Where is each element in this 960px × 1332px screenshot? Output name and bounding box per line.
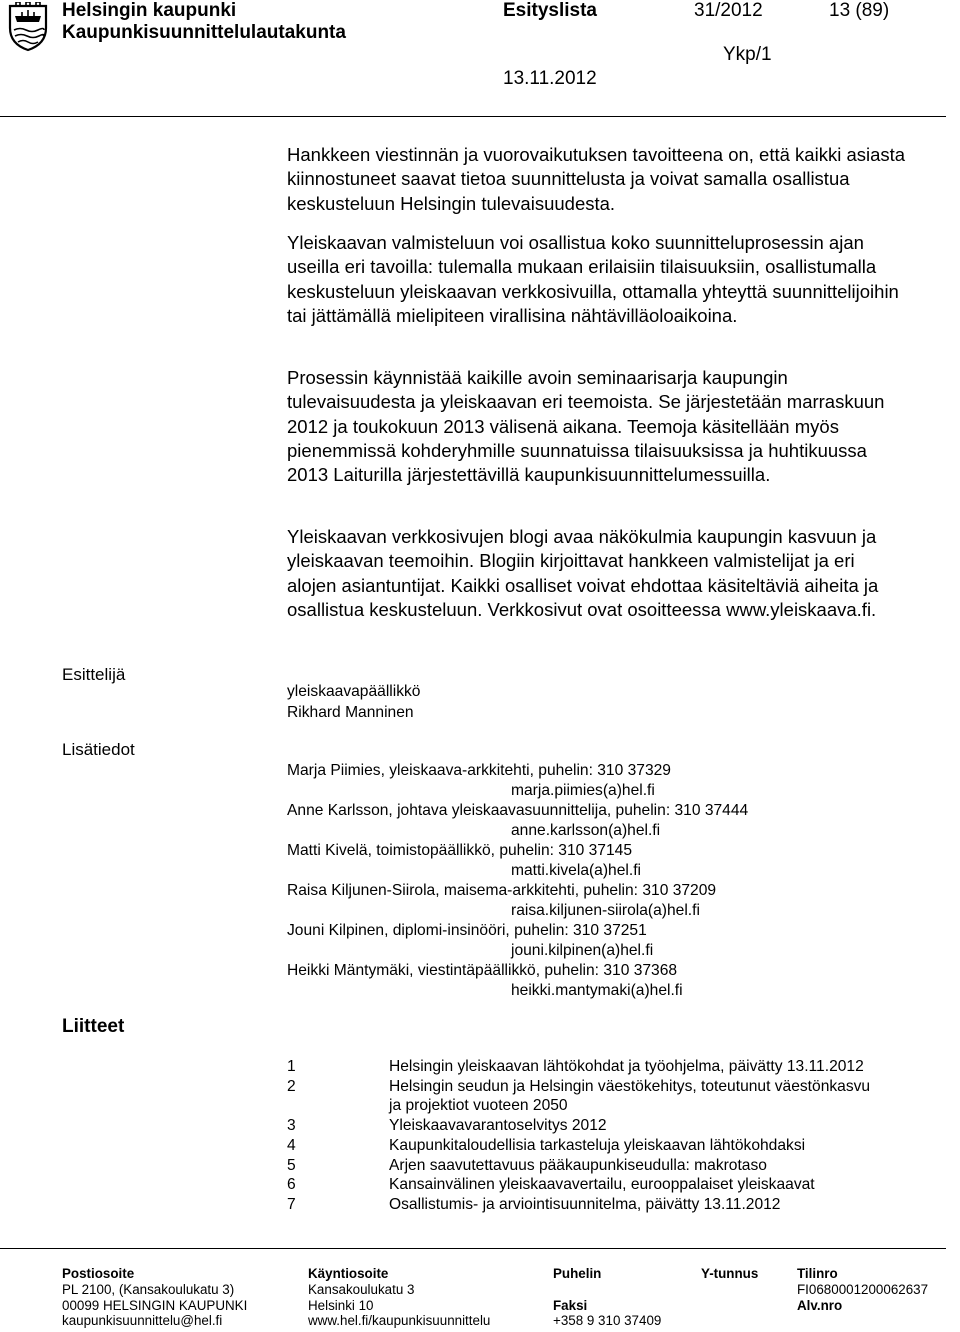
- account-label: Tilinro: [797, 1266, 838, 1281]
- contact-email: jouni.kilpinen(a)hel.fi: [511, 942, 654, 959]
- attachment-title: Yleiskaavavarantoselvitys 2012: [389, 1117, 607, 1135]
- attachment-number: 4: [287, 1136, 296, 1154]
- contact-email: anne.karlsson(a)hel.fi: [511, 822, 661, 839]
- contact-info: Jouni Kilpinen, diplomi-insinööri, puhelin: 310 37251: [287, 922, 647, 939]
- contact-info: Marja Piimies, yleiskaava-arkkitehti, puhelin: 310 37329: [287, 762, 671, 779]
- board-name: Kaupunkisuunnittelulautakunta: [62, 22, 346, 43]
- attachment-number: 5: [287, 1156, 296, 1174]
- org-name: Helsingin kaupunki: [62, 0, 237, 21]
- attachment-item: [287, 1116, 927, 1136]
- doc-type: Esityslista: [503, 0, 597, 21]
- fax-number: +358 9 310 37409: [553, 1313, 662, 1329]
- contact-email: matti.kivela(a)hel.fi: [511, 862, 641, 879]
- attachment-item: [287, 1077, 927, 1116]
- contact-info: Matti Kivelä, toimistopäällikkö, puhelin: 310 37145: [287, 842, 632, 859]
- attachment-title: Kansainvälinen yleiskaavavertailu, eurooppalaiset yleiskaavat: [389, 1176, 815, 1194]
- attachment-number: 1: [287, 1058, 296, 1075]
- presenter-title: yleiskaavapäällikkö: [287, 683, 421, 700]
- attachment-number: 2: [287, 1077, 296, 1095]
- attachment-item: [287, 1195, 927, 1215]
- attachments-list: [287, 1057, 927, 1215]
- contact-email: heikki.mantymaki(a)hel.fi: [511, 982, 683, 999]
- header-divider: [0, 116, 946, 117]
- contact-entry: [287, 921, 907, 961]
- presenter-name: Rikhard Manninen: [287, 704, 414, 721]
- postal-line2: 00099 HELSINGIN KAUPUNKI: [62, 1297, 248, 1313]
- visiting-web: www.hel.fi/kaupunkisuunnittelu: [308, 1313, 491, 1329]
- attachment-title: Osallistumis- ja arviointisuunnitelma, päivätty 13.11.2012: [389, 1195, 781, 1213]
- item-code: Ykp/1: [723, 44, 772, 65]
- ytunnus-label: Y-tunnus: [701, 1266, 759, 1281]
- footer-phone: [553, 1266, 661, 1329]
- vat-label: Alv.nro: [797, 1297, 843, 1313]
- contact-info: Anne Karlsson, johtava yleiskaavasuunnittelija, puhelin: 310 37444: [287, 802, 749, 819]
- contact-entry: [287, 801, 907, 841]
- meeting-date: 13.11.2012: [503, 68, 597, 89]
- attachments-label: Liitteet: [62, 1016, 125, 1037]
- presenter-label: Esittelijä: [62, 665, 126, 684]
- phone-label: Puhelin: [553, 1266, 602, 1281]
- paragraph-communication: Hankkeen viestinnän ja vuorovaikutuksen tavoitteena on, että kaikki asiasta kiinnostuneet saavat tietoa suunnittelusta ja voivat samalla osallistua keskusteluun Helsingin tulevaisuudesta.: [287, 144, 906, 214]
- paragraph-participation: Yleiskaavan valmisteluun voi osallistua koko suunnitteluprosessin ajan useilla eri tavoilla: tulemalla mukaan erilaisiin tilaisuuksiin, osallistumalla keskusteluun yleiskaavan verkkosivuilla, ottamalla yhteyttä suunnittelijoihin tai jättämällä mielipiteen virallisina nähtävilläoloaikoina.: [287, 232, 899, 326]
- attachment-number: 7: [287, 1195, 296, 1213]
- visiting-label: Käyntiosoite: [308, 1266, 389, 1281]
- attachment-title: Helsingin yleiskaavan lähtökohdat ja työohjelma, päivätty 13.11.2012: [389, 1058, 864, 1075]
- attachment-number: 6: [287, 1176, 296, 1194]
- contact-entry: [287, 961, 907, 1001]
- fax-label: Faksi: [553, 1297, 588, 1313]
- contact-entry: [287, 761, 907, 801]
- paragraph-blog: Yleiskaavan verkkosivujen blogi avaa näkökulmia kaupungin kasvuun ja yleiskaavan teemoihin. Blogiin kirjoittavat hankkeen valmistelijat ja eri alojen asiantuntijat. Kaikki osalliset voivat ehdottaa käsiteltäviä aiheita ja osallistua keskusteluun. Verkkosivut ovat osoitteessa www.yleiskaava.fi.: [287, 526, 879, 620]
- contact-entry: [287, 841, 907, 881]
- visiting-line2: Helsinki 10: [308, 1297, 374, 1313]
- postal-line1: PL 2100, (Kansakoulukatu 3): [62, 1281, 235, 1297]
- helsinki-coat-of-arms-logo: [6, 2, 50, 52]
- attachment-item: [287, 1057, 927, 1077]
- attachment-title: Helsingin seudun ja Helsingin väestökehitys, toteutunut väestönkasvu ja projektiot vuoteen 2050: [389, 1077, 871, 1115]
- footer-ytunnus: [701, 1266, 758, 1282]
- contacts-list: [287, 761, 907, 1001]
- attachment-item: [287, 1175, 927, 1195]
- visiting-line1: Kansakoulukatu 3: [308, 1281, 415, 1297]
- footer-postal: [62, 1266, 247, 1329]
- paragraph-seminars: Prosessin käynnistää kaikille avoin seminaarisarja kaupungin tulevaisuudesta ja yleiskaavan eri teemoista. Se järjestetään marraskuun 2012 ja toukokuun 2013 välisenä aikana. Teemoja käsitellään myös pienemmissä kohderyhmille suunnatuissa tilaisuuksissa ja huhtikuussa 2013 Laiturilla järjestettävillä kaupunkisuunnittelumessuilla.: [287, 367, 885, 486]
- footer-visiting: [308, 1266, 490, 1329]
- postal-label: Postiosoite: [62, 1266, 135, 1281]
- attachment-title: Kaupunkitaloudellisia tarkasteluja yleiskaavan lähtökohdaksi: [389, 1136, 806, 1154]
- attachment-item: [287, 1136, 927, 1156]
- doc-number: 31/2012: [694, 0, 763, 21]
- attachment-item: [287, 1156, 927, 1176]
- contact-info: Heikki Mäntymäki, viestintäpäällikkö, puhelin: 310 37368: [287, 962, 678, 979]
- postal-email: kaupunkisuunnittelu@hel.fi: [62, 1313, 223, 1329]
- contact-entry: [287, 881, 907, 921]
- contact-email: marja.piimies(a)hel.fi: [511, 782, 655, 799]
- footer-account: [797, 1266, 928, 1313]
- page-number: 13 (89): [829, 0, 890, 21]
- attachment-title: Arjen saavutettavuus pääkaupunkiseudulla: makrotaso: [389, 1156, 767, 1174]
- contact-info: Raisa Kiljunen-Siirola, maisema-arkkitehti, puhelin: 310 37209: [287, 882, 717, 899]
- contacts-label: Lisätiedot: [62, 740, 135, 759]
- contact-email: raisa.kiljunen-siirola(a)hel.fi: [511, 902, 700, 919]
- account-number: FI0680001200062637: [797, 1281, 929, 1297]
- attachment-number: 3: [287, 1117, 296, 1135]
- footer-divider: [0, 1248, 946, 1249]
